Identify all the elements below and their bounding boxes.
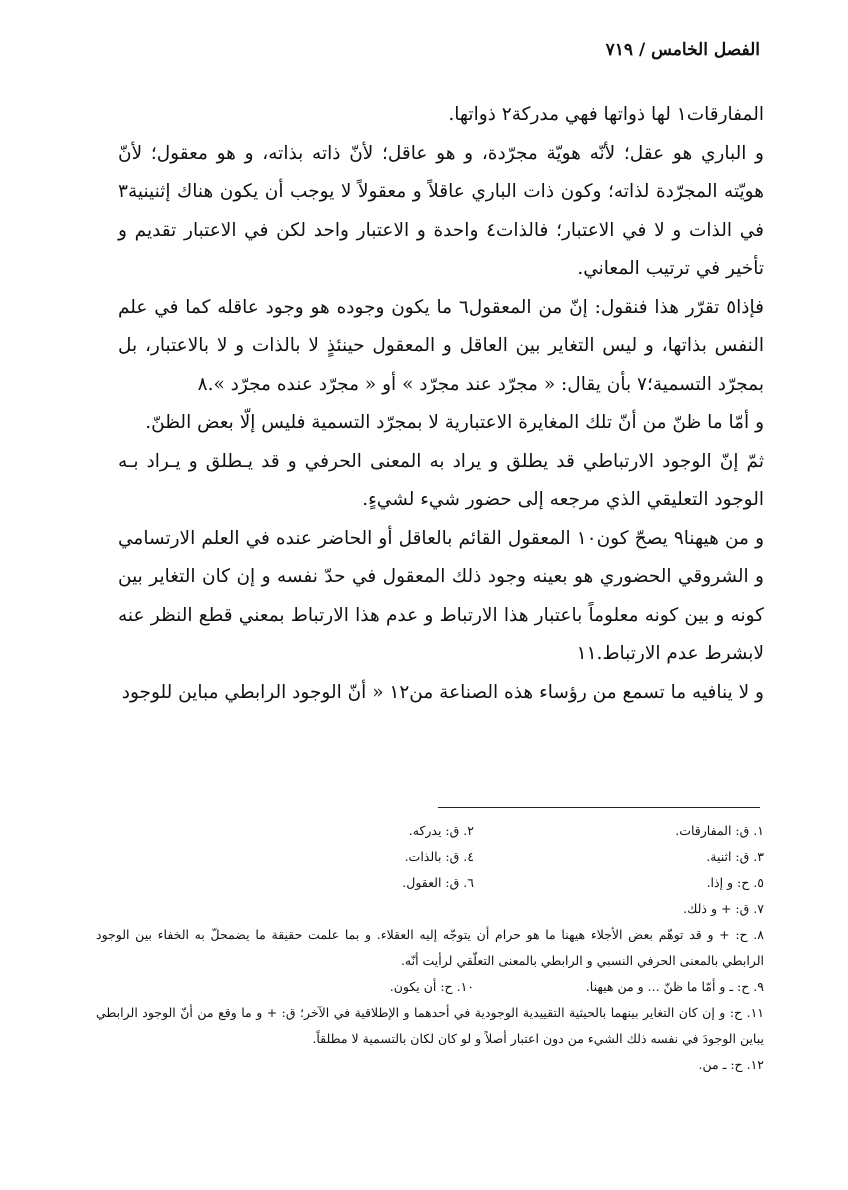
running-header: الفصل الخامس / ٧١٩ <box>605 40 760 60</box>
footnote-7: ٧. ق: + و ذلك. <box>683 901 764 916</box>
footnote-row <box>96 818 764 844</box>
footnote-1: ١. ق: المفارقات. <box>675 823 764 838</box>
footnote-row <box>96 870 764 896</box>
footnote-divider <box>438 807 760 808</box>
paragraph-3: فإذا٥ تقرّر هذا فنقول: إنّ من المعقول٦ ما يكون وجوده هو وجود عاقله كما في علم النفس بذاتها، و ليس التغاير بين العاقل و المعقول حينئذٍ لا بالذات و لا بالاعتبار، بل بمجرّد التسمية؛٧ بأن يقال: « مجرّد عند مجرّد » أو « مجرّد عنده مجرّد ».٨ <box>118 296 764 395</box>
paragraph-4: و أمّا ما ظنّ من أنّ تلك المغايرة الاعتبارية لا بمجرّد التسمية فليس إلّا بعض الظنّ. <box>145 412 764 433</box>
footnote-row <box>96 974 764 1000</box>
footnote-11: ١١. ح: و إن كان التغاير بينهما بالحيثية التقييدية الوجودية في أحدهما و الإطلاقية في الآخر؛ ق: + و ما وقع من أنّ الوجود الرابطي يباين الوجودَ في نفسه ذلك الشيء من دون اعتبار أصلاً و لو كان لكان بالتسمية لا مطلقاً. <box>96 1005 764 1046</box>
footnote-8: ٨. ح: + و قد توهّم بعض الأجلاء هيهنا ما هو حرام أن يتوجّه إليه العقلاء. و بما علمت حقيقة ما يضمحلّ به الخفاء بين الوجود الرابطي بالمعنى الحرفي النسبي و الرابطي بالمعنى التعلّقي لرأيت أنّه. <box>96 927 764 968</box>
footnote-6: ٦. ق: العقول. <box>402 875 474 890</box>
footnote-row <box>96 896 764 922</box>
footnote-12: ١٢. ح: ـ من. <box>698 1057 764 1072</box>
paragraph-1: المفارقات١ لها ذواتها فهي مدركة٢ ذواتها. <box>448 104 764 125</box>
paragraph-2: و الباري هو عقل؛ لأنّه هويّة مجرّدة، و هو عاقل؛ لأنّ ذاته بذاته، و هو معقول؛ لأنّ هويّته المجرّدة لذاته؛ وكون ذات الباري عاقلاً و معقولاً لا يوجب أن يكون هناك إثنينية٣ في الذات و لا في الاعتبار؛ فالذات٤ واحدة و الاعتبار واحد لكن في الاعتبار تقديم و تأخير في ترتيب المعاني. <box>118 142 764 279</box>
paragraph-7: و لا ينافيه ما تسمع من رؤساء هذه الصناعة من١٢ « أنّ الوجود الرابطي مباين للوجود <box>121 681 764 703</box>
footnote-9: ٩. ح: ـ و أمّا ما ظنّ ... و من هيهنا. <box>585 979 764 994</box>
footnote-4: ٤. ق: بالذات. <box>404 849 474 864</box>
footnote-row <box>96 844 764 870</box>
footnote-3: ٣. ق: اثنية. <box>706 849 764 864</box>
paragraph-5: ثمّ إنّ الوجود الارتباطي قد يطلق و يراد به المعنى الحرفي و قد يـطلق و يـراد بـه الوجود التعليقي الذي مرجعه إلى حضور شيء لشيءٍ. <box>118 450 764 510</box>
footnotes <box>96 818 764 1078</box>
paragraph-6: و من هيهنا٩ يصحّ كون١٠ المعقول القائم بالعاقل أو الحاضر عنده في العلم الارتسامي و الشروقي الحضوري هو بعينه وجود ذلك المعقول في حدّ نفسه و إن كان التغاير بين كونه و بين كونه معلوماً باعتبار هذا الارتباط و عدم هذا الارتباط بمعني قطع النظر عنه لابشرط عدم الارتباط.١١ <box>118 527 764 664</box>
footnote-2: ٢. ق: يدركه. <box>408 823 474 838</box>
footnote-10: ١٠. ح: أن يكون. <box>389 979 474 994</box>
main-text <box>118 96 764 712</box>
footnote-5: ٥. ح: و إذا. <box>706 875 764 890</box>
